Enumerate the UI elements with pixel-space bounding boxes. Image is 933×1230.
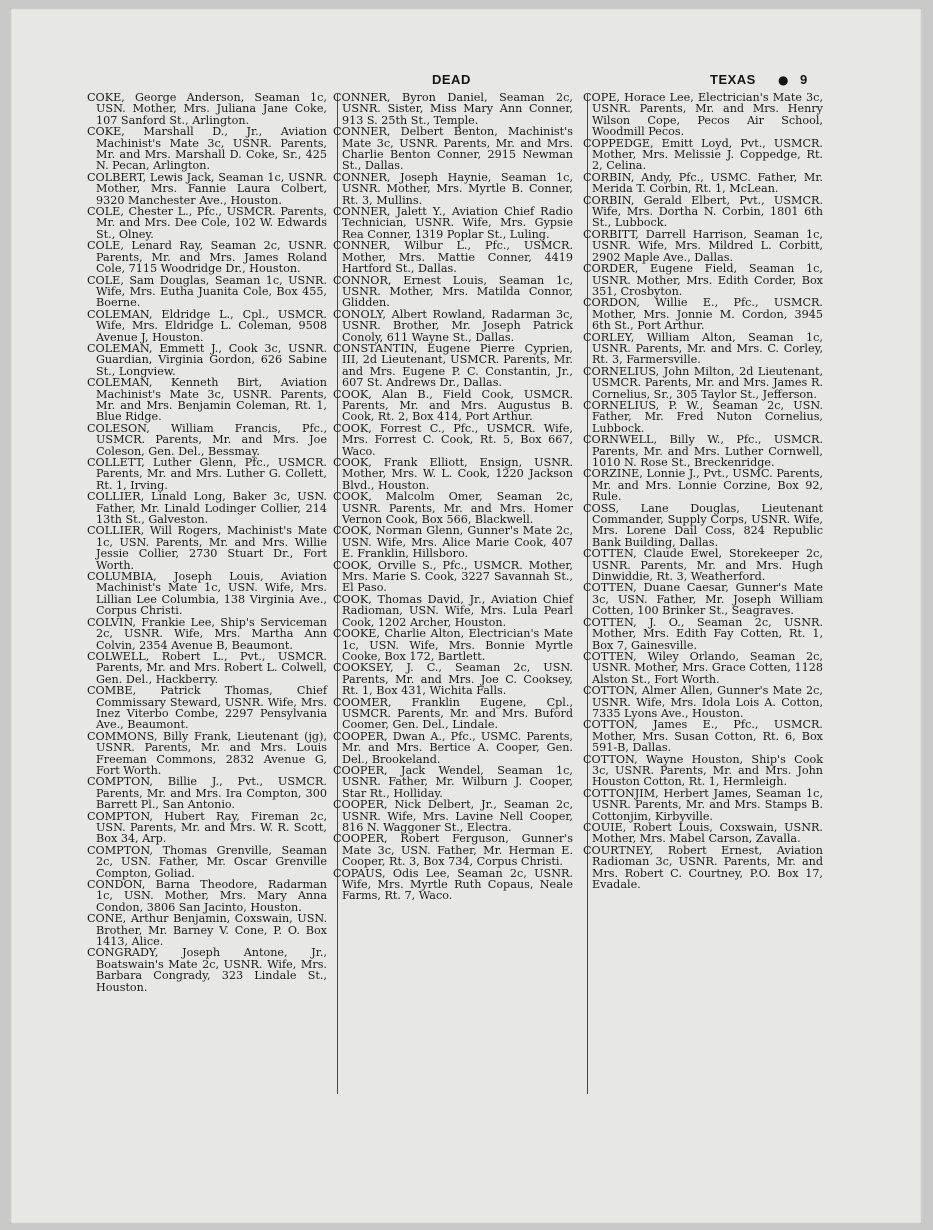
casualty-entry: COTTEN, J. O., Seaman 2c, USNR. Mother, Mrs. Edith Fay Cotten, Rt. 1, Box 7, Gainesville.: [583, 615, 823, 652]
casualty-entry: COPAUS, Odis Lee, Seaman 2c, USNR. Wife, Mrs. Myrtle Ruth Copaus, Neale Farms, Rt. 7, Waco.: [333, 866, 573, 903]
casualty-entry: COLE, Sam Douglas, Seaman 1c, USNR. Wife, Mrs. Eutha Juanita Cole, Box 455, Boerne.: [87, 273, 327, 310]
document-page: [10, 8, 922, 1224]
casualty-entry: CORNWELL, Billy W., Pfc., USMCR. Parents, Mr. and Mrs. Luther Cornwell, 1010 N. Rose St., Breckenridge.: [583, 433, 823, 469]
casualty-entry: CONNOR, Ernest Louis, Seaman 1c, USNR. Mother, Mrs. Matilda Connor, Glidden.: [333, 273, 573, 310]
casualty-entry: COMBE, Patrick Thomas, Chief Commissary Steward, USNR. Wife, Mrs. Inez Viterbo Combe, 2297 Pensylvania Ave., Beaumont.: [87, 684, 327, 732]
casualty-entry: COTTEN, Duane Caesar, Gunner's Mate 3c, USN. Father, Mr. Joseph William Cotten, 100 Brinker St., Seagraves.: [583, 581, 823, 618]
casualty-entry: COOK, Malcolm Omer, Seaman 2c, USNR. Parents, Mr. and Mrs. Homer Vernon Cook, Box 566, Blackwell.: [333, 490, 573, 527]
casualty-entry: CONNER, Jalett Y., Aviation Chief Radio Technician, USNR. Wife, Mrs. Gypsie Rea Conner, 1319 Poplar St., Luling.: [333, 205, 573, 241]
casualty-entry: COOMER, Franklin Eugene, Cpl., USMCR. Parents, Mr. and Mrs. Buford Coomer, Gen. Del., Lindale.: [333, 695, 573, 732]
casualty-entry: COLLIER, Linald Long, Baker 3c, USN. Father, Mr. Linald Lodinger Collier, 214 13th St., Galveston.: [87, 490, 327, 527]
casualty-entry: COOPER, Robert Ferguson, Gunner's Mate 3c, USN. Father, Mr. Herman E. Cooper, Rt. 3, Box 734, Corpus Christi.: [333, 832, 573, 869]
casualty-entry: COMPTON, Hubert Ray, Fireman 2c, USN. Parents, Mr. and Mrs. W. R. Scott, Box 34, Arp.: [87, 809, 327, 846]
casualty-entry: COMPTON, Billie J., Pvt., USMCR. Parents, Mr. and Mrs. Ira Compton, 300 Barrett Pl., San Antonio.: [87, 775, 327, 812]
casualty-entry: COLLETT, Luther Glenn, Pfc., USMCR. Parents, Mr. and Mrs. Luther G. Collett, Rt. 1, Irving.: [87, 456, 327, 492]
section-title: DEAD: [432, 72, 471, 87]
casualty-entry: CONNER, Wilbur L., Pfc., USMCR. Mother, Mrs. Mattie Conner, 4419 Hartford St., Dallas.: [333, 239, 573, 276]
casualty-entry: COLBERT, Lewis Jack, Seaman 1c, USNR. Mother, Mrs. Fannie Laura Colbert, 9320 Manchester Ave., Houston.: [87, 170, 327, 207]
casualty-entry: COLWELL, Robert L., Pvt., USMCR. Parents, Mr. and Mrs. Robert L. Colwell, Gen. Del., Hackberry.: [87, 649, 327, 686]
casualty-entry: COTTEN, Wiley Orlando, Seaman 2c, USNR. Mother, Mrs. Grace Cotten, 1128 Alston St., Fort Worth.: [583, 649, 823, 686]
casualty-entry: COTTEN, Claude Ewel, Storekeeper 2c, USNR. Parents, Mr. and Mrs. Hugh Dinwiddie, Rt. 3, Weatherford.: [583, 547, 823, 584]
casualty-entry: CORNELIUS, John Milton, 2d Lieutenant, USMCR. Parents, Mr. and Mrs. James R. Cornelius, Sr., 305 Taylor St., Jefferson.: [583, 364, 823, 401]
casualty-entry: COOK, Alan B., Field Cook, USMCR. Parents, Mr. and Mrs. Augustus B. Cook, Rt. 2, Box 414, Port Arthur.: [333, 387, 573, 424]
casualty-entry: COURTNEY, Robert Ernest, Aviation Radioman 3c, USNR. Parents, Mr. and Mrs. Robert C. Courtney, P.O. Box 17, Evadale.: [583, 843, 823, 892]
page-header: [10, 72, 922, 90]
casualty-entry: COKE, Marshall D., Jr., Aviation Machinist's Mate 3c, USNR. Parents, Mr. and Mrs. Marshall D. Coke, Sr., 425 N. Pecan, Arlington.: [87, 125, 327, 173]
column-2: [333, 92, 573, 902]
bullet-icon: ●: [778, 73, 789, 87]
casualty-entry: CONGRADY, Joseph Antone, Jr., Boatswain's Mate 2c, USNR. Wife, Mrs. Barbara Congrady, 323 Lindale St., Houston.: [87, 946, 327, 994]
casualty-entry: COOK, Thomas David, Jr., Aviation Chief Radioman, USN. Wife, Mrs. Lula Pearl Cook, 1202 Archer, Houston.: [333, 592, 573, 629]
casualty-entry: COOK, Norman Glenn, Gunner's Mate 2c, USN. Wife, Mrs. Alice Marie Cook, 407 E. Franklin, Hillsboro.: [333, 524, 573, 561]
casualty-entry: CORDON, Willie E., Pfc., USMCR. Mother, Mrs. Jonnie M. Cordon, 3945 6th St., Port Arthur.: [583, 296, 823, 333]
casualty-entry: COLESON, William Francis, Pfc., USMCR. Parents, Mr. and Mrs. Joe Coleson, Gen. Del., Bessmay.: [87, 421, 327, 458]
casualty-entry: COUIE, Robert Louis, Coxswain, USNR. Mother, Mrs. Mabel Carson, Zavalla.: [583, 821, 823, 846]
casualty-entry: COTTONJIM, Herbert James, Seaman 1c, USNR. Parents, Mr. and Mrs. Stamps B. Cottonjim, Kirbyville.: [583, 786, 823, 823]
casualty-entry: CORBITT, Darrell Harrison, Seaman 1c, USNR. Wife, Mrs. Mildred L. Corbitt, 2902 Maple Ave., Dallas.: [583, 227, 823, 264]
state-name: TEXAS: [710, 72, 756, 87]
casualty-entry: CORDER, Eugene Field, Seaman 1c, USNR. Mother, Mrs. Edith Corder, Box 351, Crosbyton.: [583, 262, 823, 298]
casualty-entry: COOPER, Dwan A., Pfc., USMC. Parents, Mr. and Mrs. Bertice A. Cooper, Gen. Del., Brookeland.: [333, 729, 573, 766]
casualty-entry: CORBIN, Gerald Elbert, Pvt., USMCR. Wife, Mrs. Dortha N. Corbin, 1801 6th St., Lubbock.: [583, 193, 823, 230]
casualty-entry: COLEMAN, Emmett J., Cook 3c, USNR. Guardian, Virginia Gordon, 626 Sabine St., Longview.: [87, 341, 327, 378]
casualty-entry: COOK, Frank Elliott, Ensign, USNR. Mother, Mrs. W. L. Cook, 1220 Jackson Blvd., Houston.: [333, 456, 573, 492]
casualty-entry: COSS, Lane Douglas, Lieutenant Commander, Supply Corps, USNR. Wife, Mrs. Lorene Dail Coss, 824 Republic Bank Building, Dallas.: [583, 501, 823, 549]
casualty-entry: COLLIER, Will Rogers, Machinist's Mate 1c, USN. Parents, Mr. and Mrs. Willie Jessie Collier, 2730 Stuart Dr., Fort Worth.: [87, 524, 327, 572]
casualty-entry: CORZINE, Lonnie J., Pvt., USMC. Parents, Mr. and Mrs. Lonnie Corzine, Box 92, Rule.: [583, 467, 823, 504]
page-number: 9: [800, 72, 808, 87]
casualty-entry: COTTON, James E., Pfc., USMCR. Mother, Mrs. Susan Cotton, Rt. 6, Box 591-B, Dallas.: [583, 718, 823, 755]
casualty-entry: COOKSEY, J. C., Seaman 2c, USN. Parents, Mr. and Mrs. Joe C. Cooksey, Rt. 1, Box 431, Wichita Falls.: [333, 661, 573, 698]
casualty-entry: COMPTON, Thomas Grenville, Seaman 2c, USN. Father, Mr. Oscar Grenville Compton, Goliad.: [87, 843, 327, 880]
column-1: [87, 92, 327, 993]
casualty-entry: CORLEY, William Alton, Seaman 1c, USNR. Parents, Mr. and Mrs. C. Corley, Rt. 3, Farmersville.: [583, 330, 823, 367]
casualty-entry: COKE, George Anderson, Seaman 1c, USN. Mother, Mrs. Juliana Jane Coke, 107 Sanford St., Arlington.: [87, 91, 327, 127]
casualty-entry: COTTON, Wayne Houston, Ship's Cook 3c, USNR. Parents, Mr. and Mrs. John Houston Cotton, Rt. 1, Hermleigh.: [583, 752, 823, 789]
casualty-entry: COOK, Forrest C., Pfc., USMCR. Wife, Mrs. Forrest C. Cook, Rt. 5, Box 667, Waco.: [333, 421, 573, 458]
casualty-entry: COOPER, Nick Delbert, Jr., Seaman 2c, USNR. Wife, Mrs. Lavine Nell Cooper, 816 N. Waggoner St., Electra.: [333, 798, 573, 834]
casualty-entry: COOPER, Jack Wendel, Seaman 1c, USNR. Father, Mr. Wilburn J. Cooper, Star Rt., Holliday.: [333, 763, 573, 800]
casualty-entry: COLEMAN, Eldridge L., Cpl., USMCR. Wife, Mrs. Eldridge L. Coleman, 9508 Avenue J, Houston.: [87, 307, 327, 344]
casualty-entry: COLUMBIA, Joseph Louis, Aviation Machinist's Mate 1c, USN. Wife, Mrs. Lillian Lee Columbia, 138 Virginia Ave., Corpus Christi.: [87, 570, 327, 618]
casualty-entry: COOK, Orville S., Pfc., USMCR. Mother, Mrs. Marie S. Cook, 3227 Savannah St., El Paso.: [333, 558, 573, 595]
casualty-entry: COLVIN, Frankie Lee, Ship's Serviceman 2c, USNR. Wife, Mrs. Martha Ann Colvin, 2354 Avenue B, Beaumont.: [87, 615, 327, 652]
casualty-entry: COMMONS, Billy Frank, Lieutenant (jg), USNR. Parents, Mr. and Mrs. Louis Freeman Commons, 2832 Avenue G, Fort Worth.: [87, 729, 327, 777]
casualty-entry: CONNER, Joseph Haynie, Seaman 1c, USNR. Mother, Mrs. Myrtle B. Conner, Rt. 3, Mullins.: [333, 170, 573, 207]
casualty-entry: CONDON, Barna Theodore, Radarman 1c, USN. Mother, Mrs. Mary Anna Condon, 3806 San Jacinto, Houston.: [87, 878, 327, 914]
casualty-entry: CONNER, Delbert Benton, Machinist's Mate 3c, USNR. Parents, Mr. and Mrs. Charlie Benton Conner, 2915 Newman St., Dallas.: [333, 125, 573, 173]
column-3: [583, 92, 823, 890]
casualty-entry: COLEMAN, Kenneth Birt, Aviation Machinist's Mate 3c, USNR. Parents, Mr. and Mrs. Benjamin Coleman, Rt. 1, Blue Ridge.: [87, 376, 327, 424]
casualty-entry: CONOLY, Albert Rowland, Radarman 3c, USNR. Brother, Mr. Joseph Patrick Conoly, 611 Wayne St., Dallas.: [333, 307, 573, 344]
casualty-entry: CORNELIUS, P. W., Seaman 2c, USN. Father, Mr. Fred Nuton Cornelius, Lubbock.: [583, 398, 823, 435]
casualty-entry: CONE, Arthur Benjamin, Coxswain, USN. Brother, Mr. Barney V. Cone, P. O. Box 1413, Alice.: [87, 912, 327, 949]
casualty-entry: COLE, Lenard Ray, Seaman 2c, USNR. Parents, Mr. and Mrs. James Roland Cole, 7115 Woodridge Dr., Houston.: [87, 239, 327, 276]
casualty-entry: COOKE, Charlie Alton, Electrician's Mate 1c, USN. Wife, Mrs. Bonnie Myrtle Cooke, Box 172, Bartlett.: [333, 627, 573, 663]
casualty-entry: CORBIN, Andy, Pfc., USMC. Father, Mr. Merida T. Corbin, Rt. 1, McLean.: [583, 170, 823, 196]
casualty-entry: COLE, Chester L., Pfc., USMCR. Parents, Mr. and Mrs. Dee Cole, 102 W. Edwards St., Olney.: [87, 205, 327, 241]
casualty-entry: COTTON, Almer Allen, Gunner's Mate 2c, USNR. Wife, Mrs. Idola Lois A. Cotton, 7335 Lyons Ave., Houston.: [583, 684, 823, 720]
casualty-entry: CONNER, Byron Daniel, Seaman 2c, USNR. Sister, Miss Mary Ann Conner, 913 S. 25th St., Temple.: [333, 91, 573, 127]
casualty-entry: CONSTANTIN, Eugene Pierre Cyprien, III, 2d Lieutenant, USMCR. Parents, Mr. and Mrs. Eugene P. C. Constantin, Jr., 607 St. Andrews Dr., Dallas.: [333, 341, 573, 390]
casualty-entry: COPE, Horace Lee, Electrician's Mate 3c, USNR. Parents, Mr. and Mrs. Henry Wilson Cope, Pecos Air School, Woodmill Pecos.: [583, 91, 823, 139]
casualty-entry: COPPEDGE, Emitt Loyd, Pvt., USMCR. Mother, Mrs. Melissie J. Coppedge, Rt. 2, Celina.: [583, 136, 823, 173]
